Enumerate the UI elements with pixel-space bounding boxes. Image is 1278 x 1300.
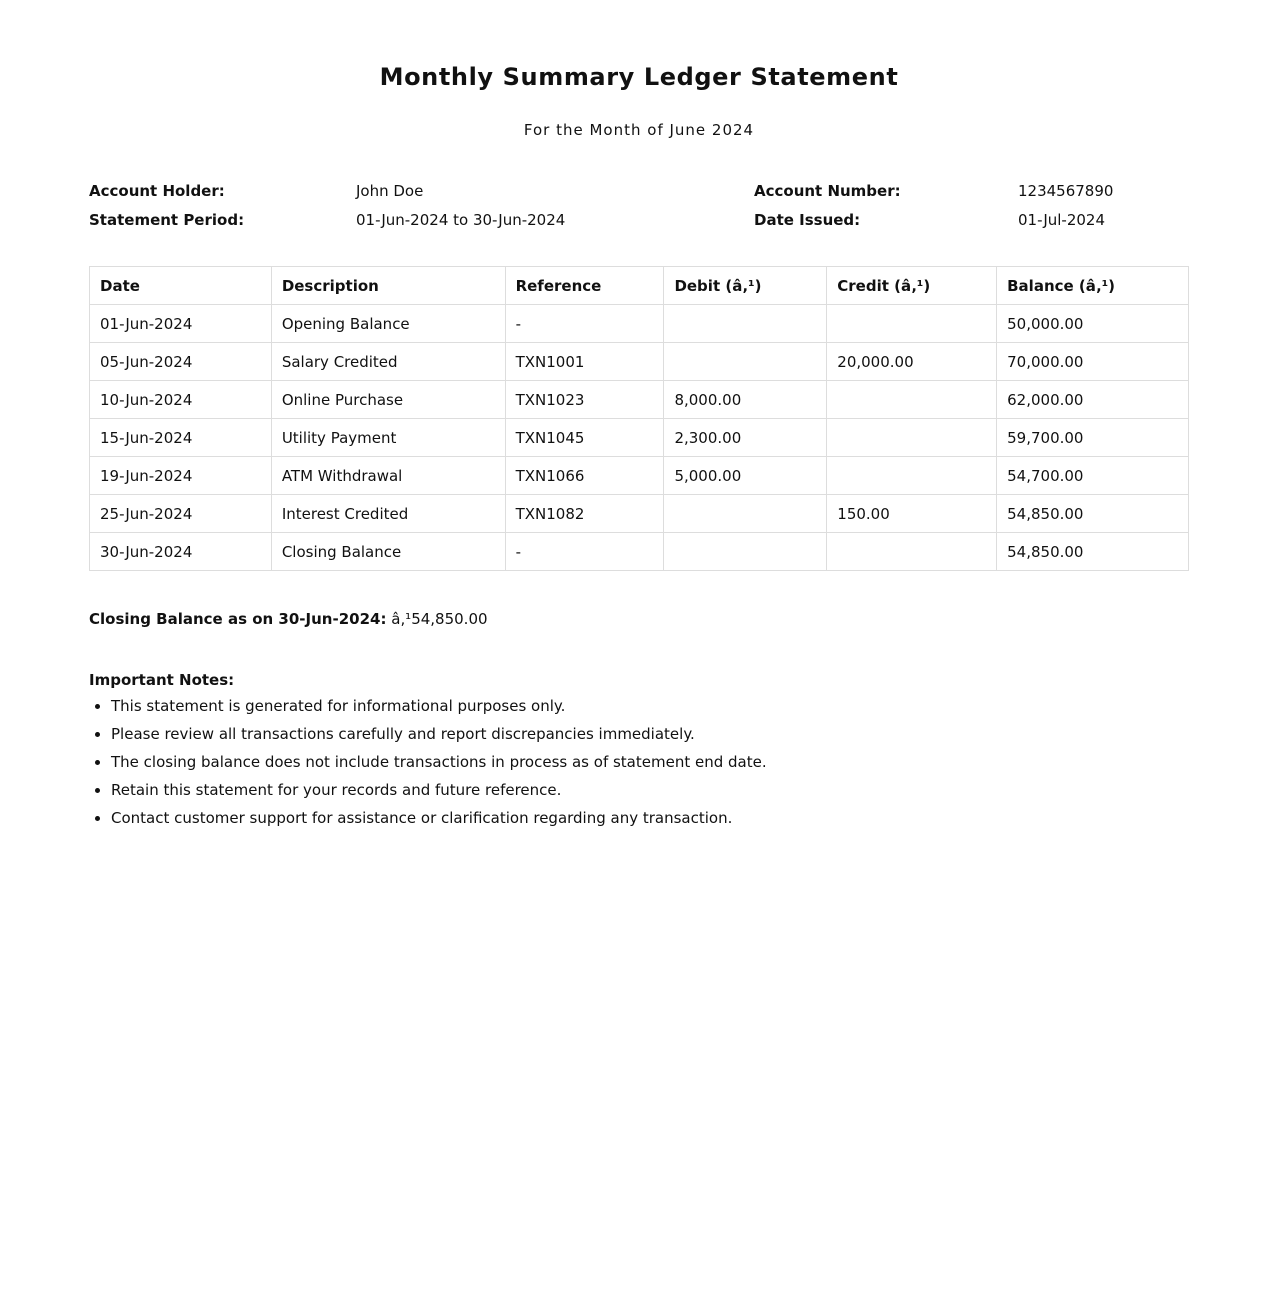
cell-description: Closing Balance — [271, 533, 505, 571]
cell-date: 01-Jun-2024 — [90, 305, 272, 343]
ledger-table — [89, 266, 1189, 571]
cell-debit — [664, 305, 827, 343]
account-number-label: Account Number: — [754, 182, 901, 200]
cell-date: 25-Jun-2024 — [90, 495, 272, 533]
note-item: • The closing balance does not include transactions in process as of statement end date. — [111, 749, 767, 777]
cell-date: 30-Jun-2024 — [90, 533, 272, 571]
column-header-balance: Balance (â‚¹) — [997, 267, 1189, 305]
table-row — [90, 381, 1189, 419]
statement-period-label: Statement Period: — [89, 211, 245, 229]
column-header-reference: Reference — [505, 267, 664, 305]
cell-reference: - — [505, 533, 664, 571]
column-header-date: Date — [90, 267, 272, 305]
cell-balance: 50,000.00 — [997, 305, 1189, 343]
column-header-description: Description — [271, 267, 505, 305]
cell-debit: 2,300.00 — [664, 419, 827, 457]
cell-debit — [664, 533, 827, 571]
table-row — [90, 343, 1189, 381]
column-header-debit: Debit (â‚¹) — [664, 267, 827, 305]
cell-credit — [827, 457, 997, 495]
cell-date: 19-Jun-2024 — [90, 457, 272, 495]
cell-balance: 54,700.00 — [997, 457, 1189, 495]
cell-balance: 70,000.00 — [997, 343, 1189, 381]
closing-balance-label: Closing Balance as on 30-Jun-2024: — [89, 610, 387, 628]
cell-balance: 54,850.00 — [997, 495, 1189, 533]
note-item: • This statement is generated for informational purposes only. — [111, 693, 767, 721]
cell-credit — [827, 419, 997, 457]
cell-description: Online Purchase — [271, 381, 505, 419]
cell-date: 05-Jun-2024 — [90, 343, 272, 381]
statement-period-value: 01-Jun-2024 to 30-Jun-2024 — [356, 211, 566, 229]
table-row — [90, 419, 1189, 457]
cell-description: Utility Payment — [271, 419, 505, 457]
cell-credit: 150.00 — [827, 495, 997, 533]
cell-description: Salary Credited — [271, 343, 505, 381]
table-row — [90, 533, 1189, 571]
cell-description: Interest Credited — [271, 495, 505, 533]
cell-reference: TXN1023 — [505, 381, 664, 419]
notes-heading: Important Notes: — [89, 671, 235, 689]
cell-reference: TXN1082 — [505, 495, 664, 533]
cell-balance: 62,000.00 — [997, 381, 1189, 419]
note-item: • Contact customer support for assistance or clarification regarding any transaction. — [111, 805, 767, 833]
page-title: Monthly Summary Ledger Statement — [379, 63, 899, 91]
cell-description: Opening Balance — [271, 305, 505, 343]
account-number-value: 1234567890 — [1018, 182, 1114, 200]
cell-description: ATM Withdrawal — [271, 457, 505, 495]
table-row — [90, 457, 1189, 495]
account-holder-value: John Doe — [356, 182, 424, 200]
cell-credit: 20,000.00 — [827, 343, 997, 381]
closing-balance-value: â‚¹54,850.00 — [391, 610, 488, 628]
date-issued-label: Date Issued: — [754, 211, 861, 229]
column-header-credit: Credit (â‚¹) — [827, 267, 997, 305]
cell-balance: 59,700.00 — [997, 419, 1189, 457]
cell-reference: TXN1001 — [505, 343, 664, 381]
cell-debit — [664, 495, 827, 533]
page-subtitle: For the Month of June 2024 — [523, 121, 755, 139]
cell-reference: - — [505, 305, 664, 343]
notes-list — [89, 693, 767, 833]
account-holder-label: Account Holder: — [89, 182, 225, 200]
cell-credit — [827, 381, 997, 419]
table-row — [90, 305, 1189, 343]
cell-date: 15-Jun-2024 — [90, 419, 272, 457]
table-header-row — [90, 267, 1189, 305]
closing-balance-summary — [89, 610, 488, 628]
cell-debit: 5,000.00 — [664, 457, 827, 495]
table-row — [90, 495, 1189, 533]
cell-date: 10-Jun-2024 — [90, 381, 272, 419]
cell-reference: TXN1045 — [505, 419, 664, 457]
cell-reference: TXN1066 — [505, 457, 664, 495]
cell-credit — [827, 533, 997, 571]
note-item: • Retain this statement for your records and future reference. — [111, 777, 767, 805]
date-issued-value: 01-Jul-2024 — [1018, 211, 1106, 229]
cell-debit — [664, 343, 827, 381]
cell-debit: 8,000.00 — [664, 381, 827, 419]
note-item: • Please review all transactions carefully and report discrepancies immediately. — [111, 721, 767, 749]
cell-balance: 54,850.00 — [997, 533, 1189, 571]
cell-credit — [827, 305, 997, 343]
